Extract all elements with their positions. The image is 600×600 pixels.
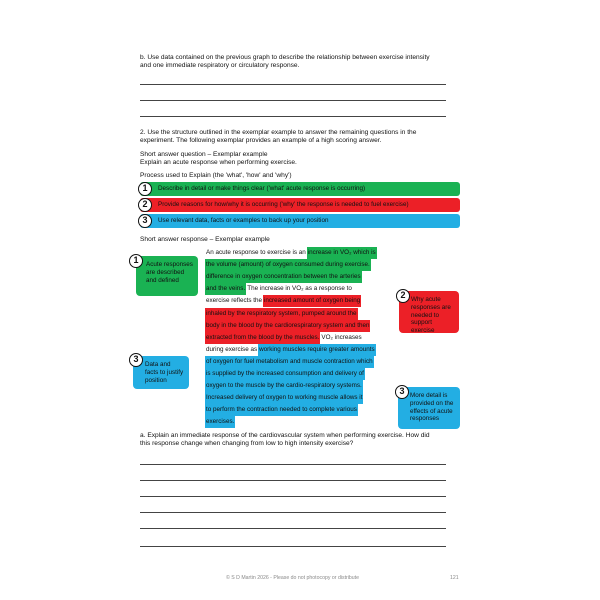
response-text: exercise reflects the <box>206 297 262 305</box>
answer-line[interactable] <box>140 496 446 497</box>
response-text: during exercise as <box>206 345 258 353</box>
highlighted-text: and the veins. <box>205 283 246 295</box>
step-text: Describe in detail or make things clear ('what' acute response is occurring) <box>158 185 366 192</box>
question-a-text <box>140 432 470 448</box>
highlighted-text: extracted from the blood by the muscles. <box>205 332 320 344</box>
answer-line[interactable] <box>140 546 446 547</box>
response-text: VO₂ increases <box>321 333 362 341</box>
response-text: An acute response to exercise is an <box>206 249 306 256</box>
response-line <box>205 308 358 320</box>
highlighted-text: exercises. <box>205 416 235 428</box>
response-line <box>205 271 362 283</box>
answer-line[interactable] <box>140 84 446 85</box>
step-bar-describe <box>140 182 460 196</box>
response-text: The increase in VO₂ as a response to <box>247 285 352 293</box>
question-2-line-2: experiment. The following exemplar provides an example of a high scoring answer. <box>140 137 382 145</box>
callout-number-3-icon: 3 <box>129 353 143 367</box>
step-text: Provide reasons for how/why it is occurring ('why' the response is needed to fuel exercise) <box>158 201 409 208</box>
question-2-text <box>140 129 470 145</box>
response-line <box>205 356 374 368</box>
highlighted-text: increased amount of oxygen being <box>263 295 361 307</box>
highlighted-text: to perform the contraction needed to complete various <box>205 404 358 416</box>
exemplar-heading: Short answer question – Exemplar example <box>140 151 268 158</box>
exemplar-question: Explain an acute response when performing exercise. <box>140 159 297 167</box>
question-b-text <box>140 54 470 70</box>
response-heading: Short answer response – Exemplar example <box>140 236 270 243</box>
callout-number-2-icon: 2 <box>396 289 410 303</box>
footer-page-number: 121 <box>450 575 459 581</box>
highlighted-text: body in the blood by the cardiorespiratory system and then <box>205 320 370 332</box>
response-line <box>205 416 235 428</box>
callout-text: Acute responses are described and defined <box>146 261 193 284</box>
response-line <box>205 320 370 332</box>
response-line <box>205 247 377 259</box>
footer-copyright: © S D Martin 2026 - Please do not photocopy or distribute <box>226 575 360 581</box>
response-line <box>205 344 376 356</box>
question-b-line-1: b. Use data contained on the previous graph to describe the relationship between exercise intensity <box>140 54 430 61</box>
highlighted-text: inhaled by the respiratory system, pumped around the <box>205 308 358 320</box>
response-line <box>205 259 371 271</box>
answer-line[interactable] <box>140 480 446 481</box>
answer-line[interactable] <box>140 512 446 513</box>
question-a-line-2: this response change when changing from low to high intensity exercise? <box>140 440 354 448</box>
question-b-line-2: and one immediate respiratory or circulatory response. <box>140 62 300 70</box>
highlighted-text: Increased delivery of oxygen to working muscle allows it <box>205 392 363 404</box>
callout-text: Why acute responses are needed to support exercise <box>411 296 451 335</box>
answer-line[interactable] <box>140 528 446 529</box>
process-title: Process used to Explain (the 'what', 'how' and 'why') <box>140 172 292 179</box>
callout-acute-responses <box>136 256 198 296</box>
question-2-line-1: 2. Use the structure outlined in the exemplar example to answer the remaining questions in the <box>140 129 417 136</box>
callout-text: Data and facts to justify position <box>145 361 184 384</box>
step-bar-data <box>140 214 460 228</box>
response-line <box>205 295 361 307</box>
highlighted-text: difference in oxygen concentration between the arteries <box>205 271 362 283</box>
step-number-2-icon: 2 <box>138 198 152 212</box>
response-line <box>205 392 363 404</box>
answer-line[interactable] <box>140 100 446 101</box>
callout-number-1-icon: 1 <box>129 254 143 268</box>
highlighted-text: is supplied by the increased consumption and delivery of <box>205 368 365 380</box>
callout-number-3b-icon: 3 <box>395 385 409 399</box>
response-line <box>205 332 363 344</box>
question-a-line-1: a. Explain an immediate response of the cardiovascular system when performing exercise. How did <box>140 432 430 439</box>
response-line <box>205 380 363 392</box>
highlighted-text: increase in VO₂ which is <box>307 247 377 259</box>
highlighted-text: working muscles require greater amounts <box>258 344 376 356</box>
response-line <box>205 283 353 295</box>
step-text: Use relevant data, facts or examples to back up your position <box>158 217 329 224</box>
highlighted-text: of oxygen for fuel metabolism and muscle contraction which <box>205 356 374 368</box>
highlighted-text: oxygen to the muscle by the cardio-respiratory systems. <box>205 380 363 392</box>
step-bar-reasons <box>140 198 460 212</box>
step-number-1-icon: 1 <box>138 182 152 196</box>
step-number-3-icon: 3 <box>138 214 152 228</box>
exemplar-heading-block <box>140 151 470 167</box>
answer-line[interactable] <box>140 116 446 117</box>
highlighted-text: the volume (amount) of oxygen consumed during exercise. <box>205 259 371 271</box>
response-line <box>205 404 358 416</box>
response-line <box>205 368 365 380</box>
callout-text: More detail is provided on the effects of acute responses <box>410 392 454 423</box>
answer-line[interactable] <box>140 464 446 465</box>
